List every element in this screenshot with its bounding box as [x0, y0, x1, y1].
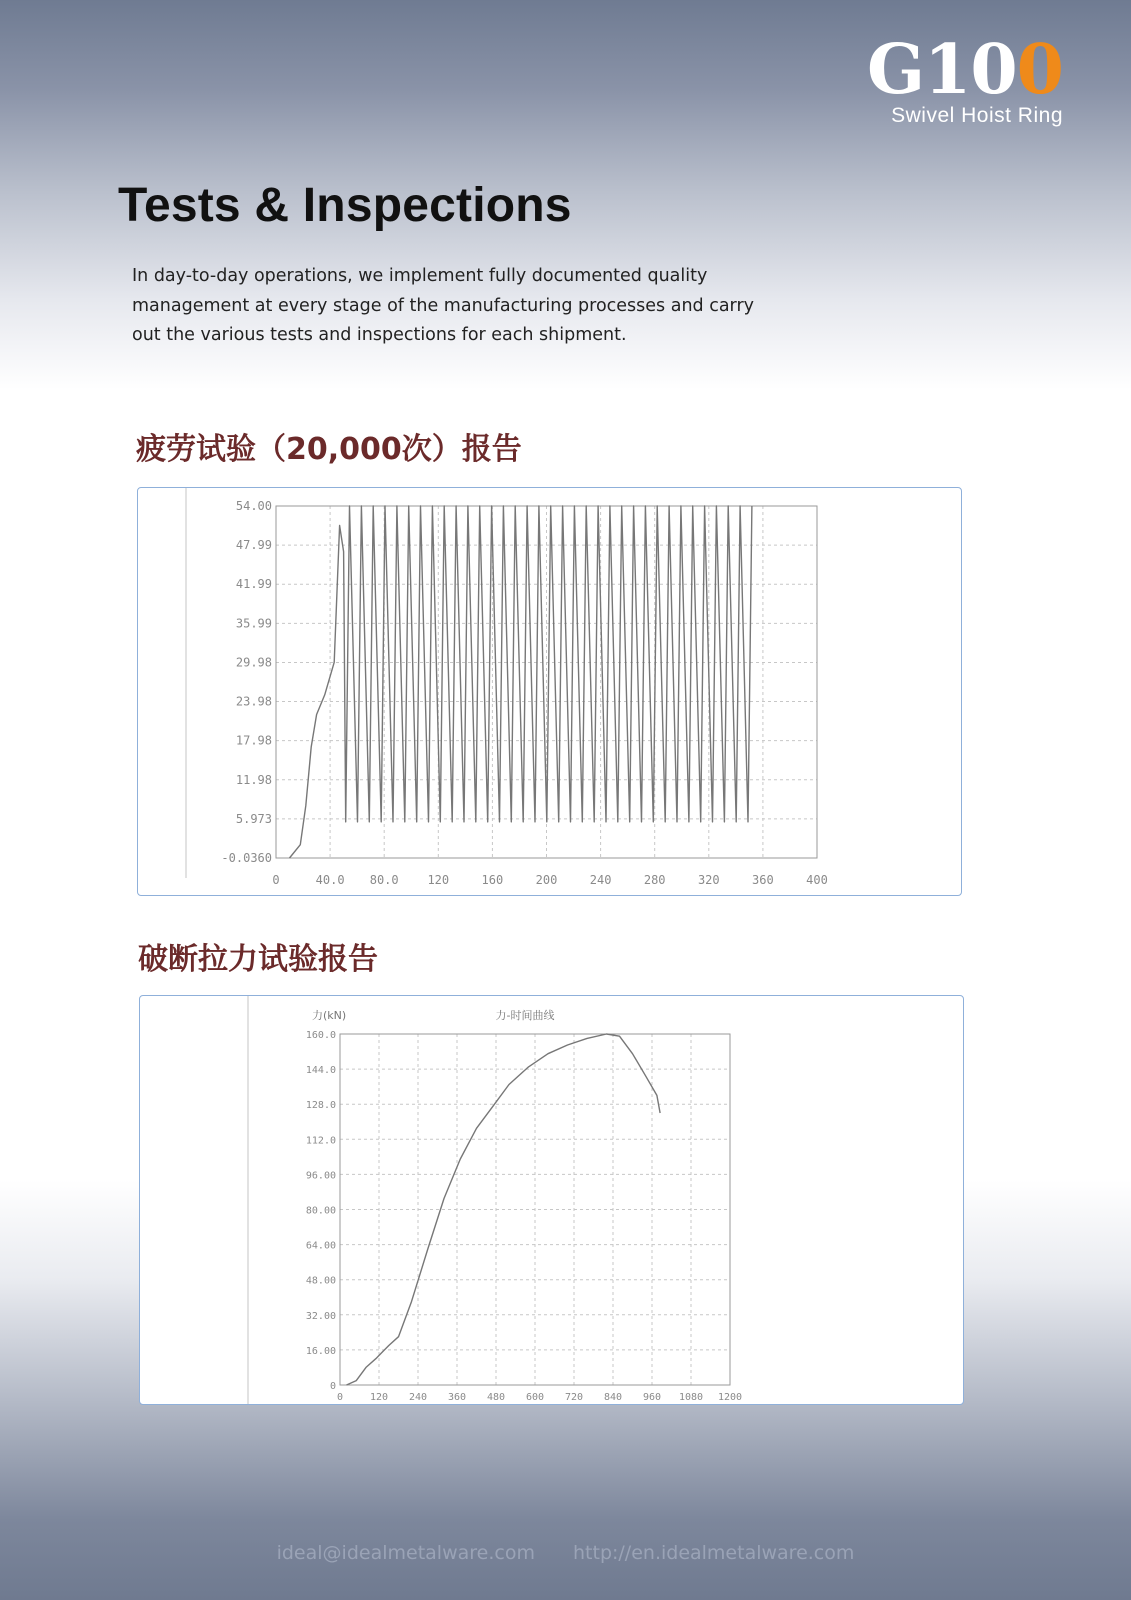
y-tick-label: 41.99	[235, 577, 272, 592]
y-axis-label: 力(kN)	[312, 1009, 347, 1022]
x-tick-label: 1080	[678, 1392, 704, 1403]
series-line-fatigue	[290, 506, 752, 858]
x-tick-label: 960	[642, 1392, 662, 1403]
logo-mark	[866, 30, 1063, 110]
y-tick-label: 112.0	[305, 1135, 336, 1147]
x-tick-label: 360	[447, 1392, 467, 1403]
y-tick-label: 5.973	[235, 811, 272, 826]
y-tick-label: 144.0	[305, 1065, 336, 1077]
x-tick-label: 280	[643, 873, 666, 887]
y-tick-label: 17.98	[235, 733, 272, 748]
logo-mark-main: G10	[866, 30, 1017, 110]
y-tick-label: 29.98	[235, 655, 272, 670]
y-tick-label: 128.0	[305, 1100, 336, 1112]
y-tick-label: -0.0360	[221, 851, 272, 865]
x-tick-label: 320	[697, 873, 720, 887]
x-tick-label: 600	[525, 1392, 545, 1403]
y-tick-label: 160.0	[305, 1030, 336, 1041]
y-tick-label: 23.98	[235, 694, 272, 709]
y-tick-label: 32.00	[305, 1310, 336, 1322]
y-tick-label: 47.99	[235, 538, 272, 553]
x-tick-label: 720	[564, 1392, 584, 1403]
chart-title: 力-时间曲线	[495, 1009, 555, 1022]
fatigue-chart	[138, 488, 961, 895]
x-tick-label: 840	[603, 1392, 623, 1403]
x-tick-label: 160	[481, 873, 504, 887]
x-tick-label: 40.0	[315, 873, 345, 887]
logo-subtitle: Swivel Hoist Ring	[891, 104, 1063, 127]
y-tick-label: 0	[329, 1381, 336, 1392]
y-tick-label: 11.98	[235, 772, 272, 787]
fatigue-chart-card	[137, 487, 962, 896]
tensile-test-title: 破断拉力试验报告	[138, 942, 378, 977]
x-tick-label: 80.0	[369, 873, 399, 887]
x-tick-label: 400	[806, 873, 828, 887]
intro-paragraph: In day-to-day operations, we implement fully documented quality management at every stage of the manufacturing processes and carry out the various tests and inspections for each shipment.	[132, 266, 754, 345]
y-tick-label: 80.00	[305, 1205, 336, 1217]
tensile-chart-card	[139, 995, 964, 1405]
y-tick-label: 54.00	[235, 499, 272, 513]
footer-email[interactable]: ideal@idealmetalware.com	[276, 1542, 535, 1564]
footer	[0, 1542, 1131, 1564]
x-tick-label: 360	[752, 873, 774, 887]
brand-logo	[866, 30, 1063, 128]
x-tick-label: 120	[369, 1392, 389, 1403]
y-tick-label: 96.00	[305, 1170, 336, 1182]
x-tick-label: 240	[408, 1392, 428, 1403]
x-tick-label: 480	[486, 1392, 506, 1403]
x-tick-label: 120	[427, 873, 450, 887]
x-tick-label: 0	[336, 1392, 344, 1403]
x-tick-label: 1200	[717, 1392, 743, 1403]
fatigue-test-title: 疲劳试验（20,000次）报告	[136, 432, 522, 467]
y-tick-label: 48.00	[305, 1275, 336, 1287]
x-tick-label: 240	[589, 873, 612, 887]
y-tick-label: 64.00	[305, 1240, 336, 1252]
logo-mark-accent: 0	[1016, 30, 1063, 110]
y-tick-label: 35.99	[235, 616, 272, 631]
page-title: Tests & Inspections	[118, 179, 572, 232]
y-tick-label: 16.00	[305, 1345, 336, 1357]
tensile-chart	[140, 996, 963, 1404]
footer-website[interactable]: http://en.idealmetalware.com	[573, 1542, 855, 1564]
x-tick-label: 0	[272, 873, 280, 887]
x-tick-label: 200	[535, 873, 558, 887]
